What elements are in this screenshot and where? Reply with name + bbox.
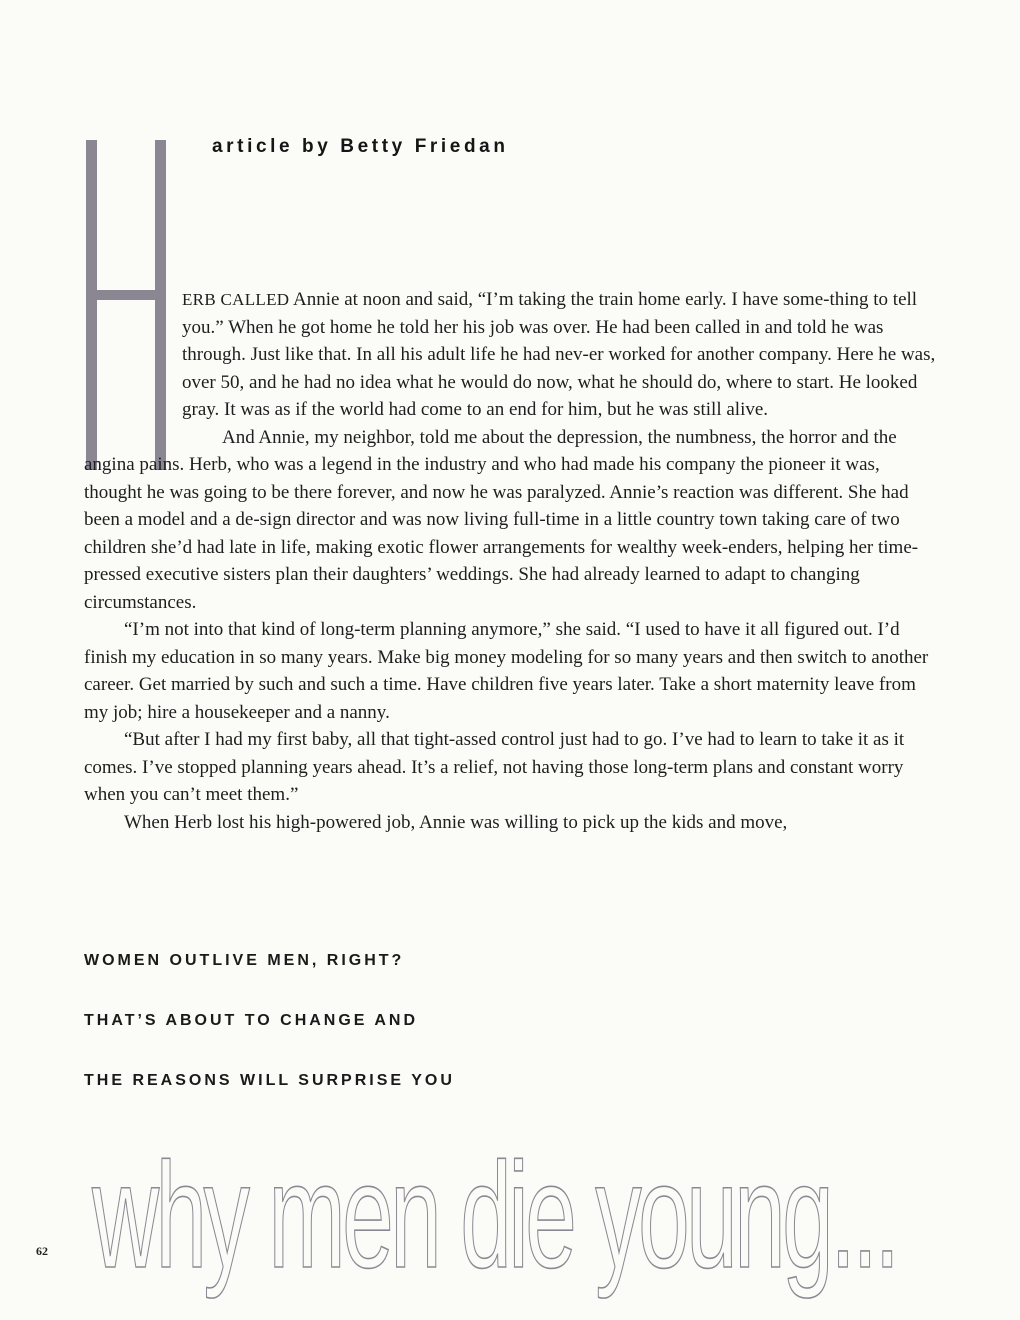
paragraph-5: When Herb lost his high-powered job, Annie was willing to pick up the kids and move, xyxy=(124,811,788,833)
paragraph-2: And Annie, my neighbor, told me about the depression, the numbness, the horror and the angina pains. Herb, who was a legend in the industry and who had made his company the pioneer it was, thought he was going to be there forever, and now he was paralyzed. Annie’s reaction was different. She had been a model and a de-sign director and was now living full-time in a little country town taking care of two children she’d had late in life, making exotic flower arrangements for wealthy week-enders, helping her time-pressed executive sisters plan their daughters’ weddings. She had already learned to adapt to changing circumstances. xyxy=(84,426,919,613)
paragraph-1 xyxy=(182,286,936,424)
pull-quote-line: WOMEN OUTLIVE MEN, RIGHT? xyxy=(84,952,405,969)
paragraph-4: “But after I had my first baby, all that tight-assed control just had to go. I’ve had to learn to take it as it comes. I’ve stopped planning years ahead. It’s a relief, not having those long-term plans and constant worry when you can’t meet them.” xyxy=(84,729,905,805)
paragraph-1-text: Annie at noon and said, “I’m taking the train home early. I have some-thing to tell you.” When he got home he told her his job was over. He had been called in and told he was through. Just like that. In all his adult life he had nev-er worked for another company. Here he was, over 50, and he had no idea what he would do now, what he should do, where to start. He looked gray. It was as if the world had come to an end for him, but he was still alive. xyxy=(182,289,936,420)
pull-quote-line: THE REASONS WILL SURPRISE YOU xyxy=(84,1072,455,1089)
opening-smallcaps: ERB CALLED xyxy=(182,290,290,309)
article-body xyxy=(84,286,936,836)
pull-quote xyxy=(84,952,455,1132)
article-title: why men die young... xyxy=(92,1131,897,1299)
paragraph-3: “I’m not into that kind of long-term planning anymore,” she said. “I used to have it all figured out. I’d finish my education in so many years. Make big money modeling for so many years and then switch to another career. Get married by such and such a time. Have children five years later. Take a short maternity leave from my job; hire a housekeeper and a nanny. xyxy=(84,619,929,723)
byline: article by Betty Friedan xyxy=(212,136,509,157)
page-number: 62 xyxy=(36,1244,48,1258)
pull-quote-line: THAT’S ABOUT TO CHANGE AND xyxy=(84,1012,418,1029)
